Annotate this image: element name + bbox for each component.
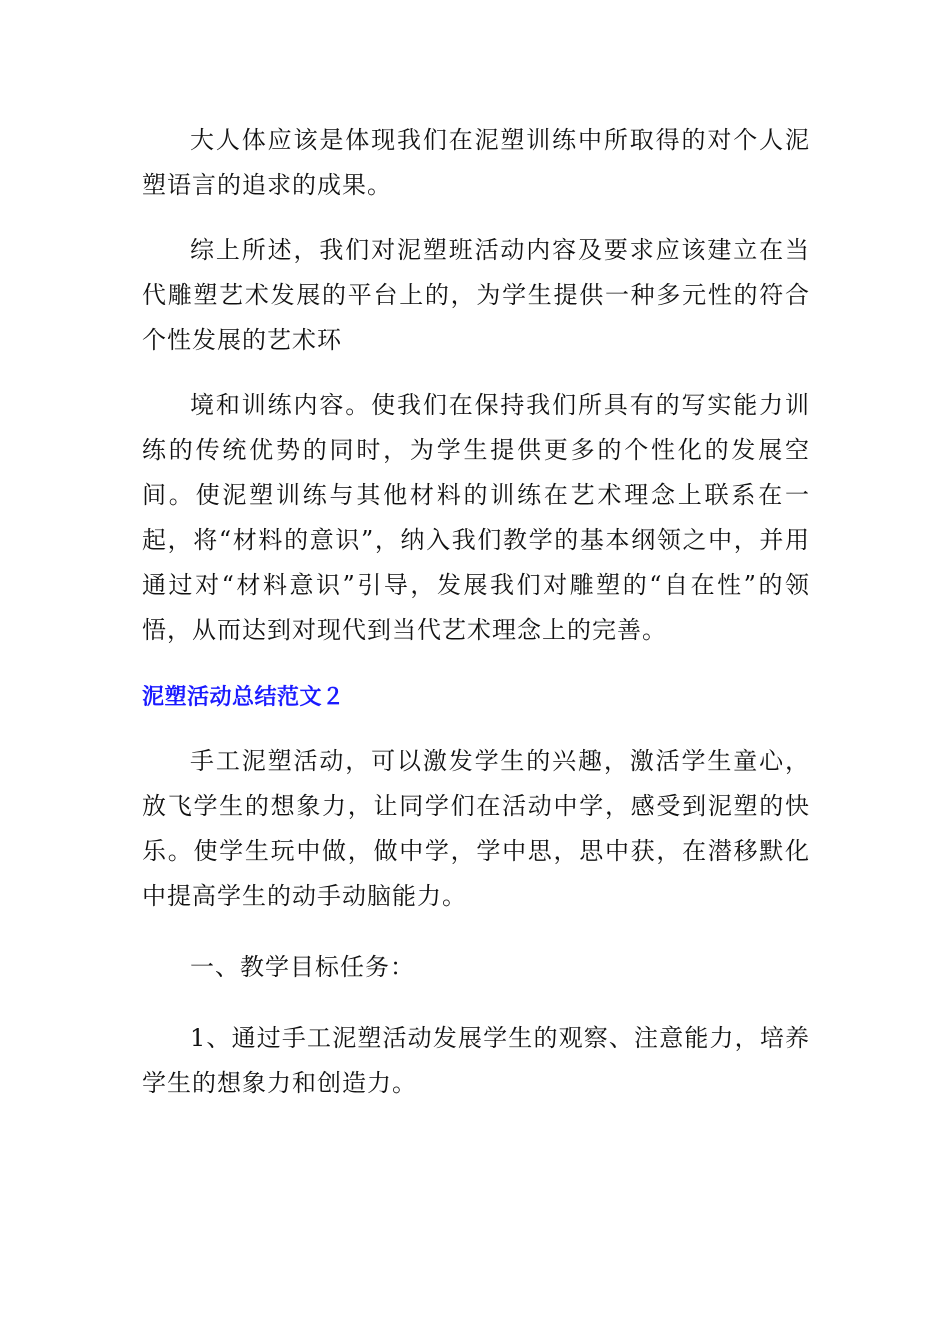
paragraph-6: 1、通过手工泥塑活动发展学生的观察、注意能力，培养学生的想象力和创造力。 xyxy=(142,1024,810,1097)
paragraph-2: 综上所述，我们对泥塑班活动内容及要求应该建立在当代雕塑艺术发展的平台上的，为学生提供一种多元性的符合个性发展的艺术环 xyxy=(142,236,810,354)
section-heading: 泥塑活动总结范文２ xyxy=(142,685,345,710)
paragraph-spacer xyxy=(142,919,810,945)
paragraph-spacer xyxy=(142,713,810,739)
paragraph-spacer xyxy=(142,653,810,683)
document-body xyxy=(142,118,810,1106)
paragraph-4: 手工泥塑活动，可以激发学生的兴趣，激活学生童心，放飞学生的想象力，让同学们在活动中学，感受到泥塑的快乐。使学生玩中做，做中学，学中思，思中获，在潜移默化中提高学生的动手动脑能力。 xyxy=(142,747,810,910)
paragraph-spacer xyxy=(142,363,810,383)
paragraph-1: 大人体应该是体现我们在泥塑训练中所取得的对个人泥塑语言的追求的成果。 xyxy=(142,126,810,199)
paragraph-3: 境和训练内容。使我们在保持我们所具有的写实能力训练的传统优势的同时，为学生提供更多的个性化的发展空间。使泥塑训练与其他材料的训练在艺术理念上联系在一起，将“材料的意识”，纳入我们教学的基本纲领之中，并用通过对“材料意识”引导，发展我们对雕塑的“自在性”的领悟，从而达到对现代到当代艺术理念上的完善。 xyxy=(142,391,810,644)
paragraph-spacer xyxy=(142,208,810,228)
paragraph-5: 一、教学目标任务： xyxy=(190,953,415,981)
paragraph-spacer xyxy=(142,990,810,1016)
